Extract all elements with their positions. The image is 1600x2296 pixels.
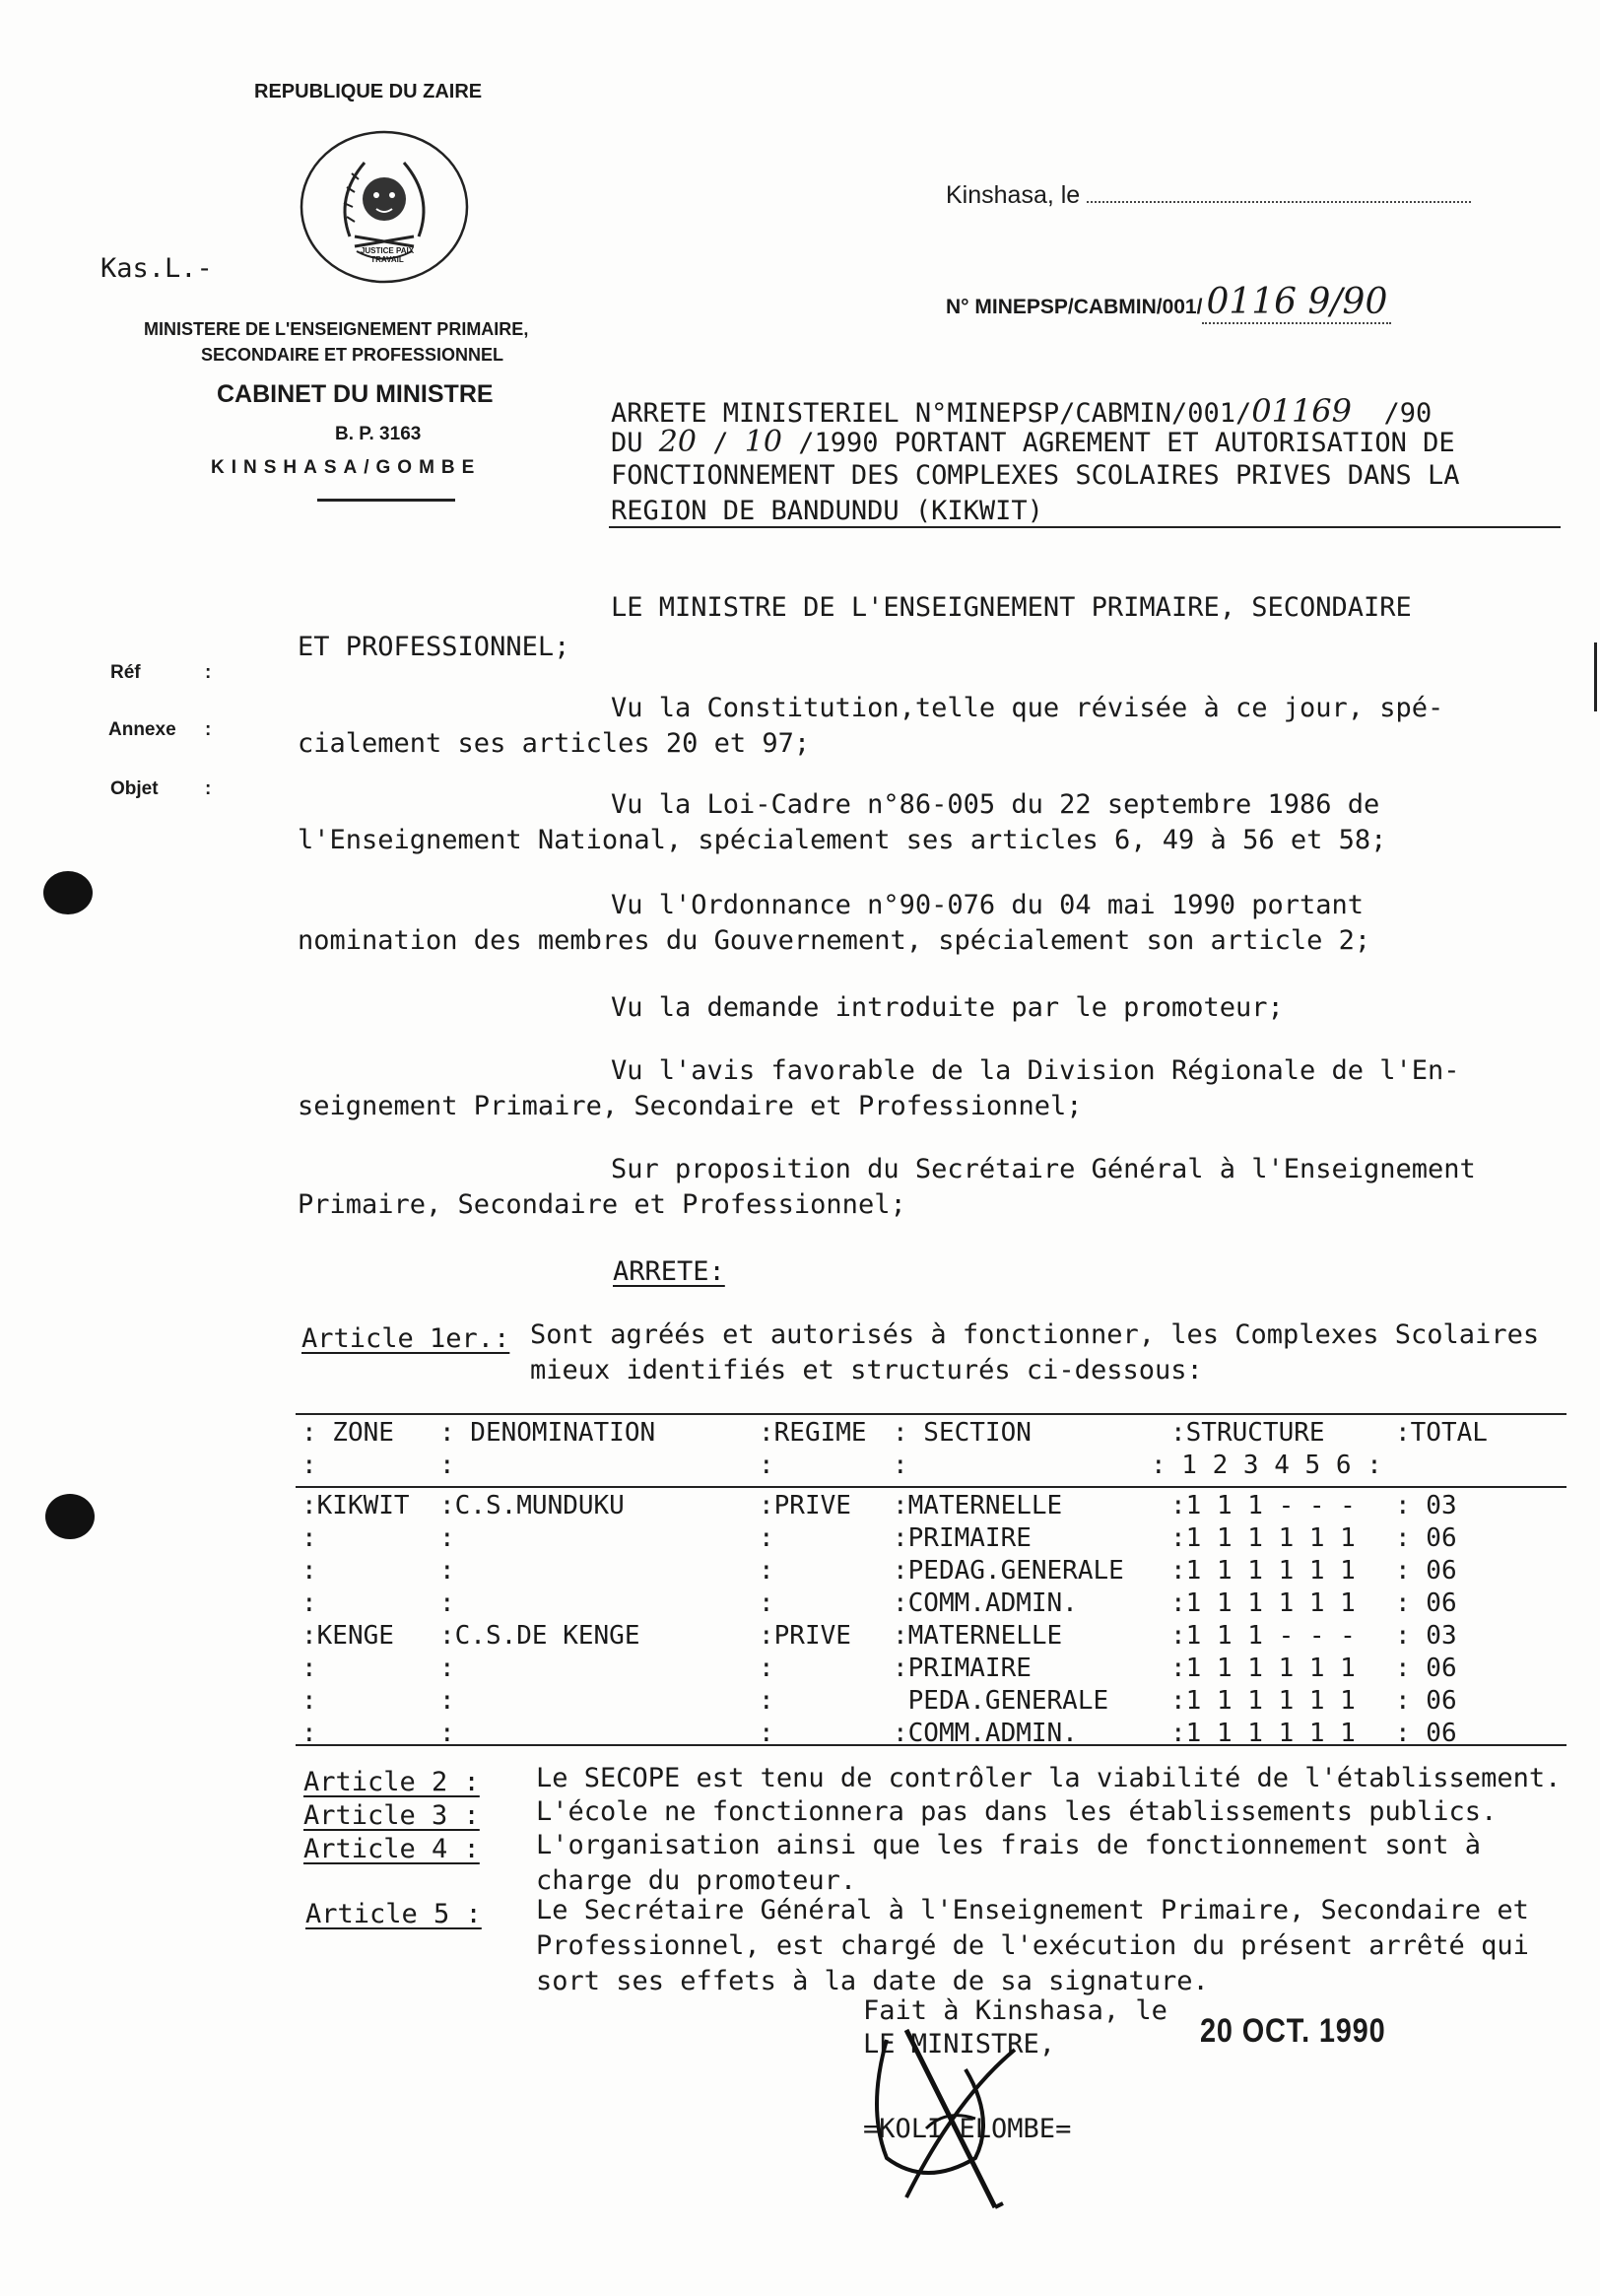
table-row (296, 1587, 1463, 1620)
row-total: : 03 (1395, 1621, 1457, 1651)
title-line-3: FONCTIONNEMENT DES COMPLEXES SCOLAIRES PRIVES DANS LA (611, 460, 1460, 491)
title-line-2-prefix: DU (611, 428, 643, 458)
date-place-line (946, 181, 1471, 210)
row-zone: : (301, 1719, 317, 1748)
row-section: :PRIMAIRE (893, 1523, 1032, 1553)
row-total: : 06 (1395, 1719, 1457, 1748)
row-denomination: : (439, 1556, 455, 1586)
table-row (296, 1522, 1463, 1555)
reference-code: Kas.L.- (100, 253, 213, 284)
arrete-heading: ARRETE: (613, 1256, 725, 1287)
row-structure: :1 1 1 1 1 1 (1170, 1588, 1356, 1618)
fait-a-kinshasa: Fait à Kinshasa, le (863, 1995, 1167, 2026)
schools-table (296, 1417, 1494, 1750)
subheader-regime: : (759, 1451, 774, 1480)
row-zone: : (301, 1556, 317, 1586)
row-regime: :PRIVE (759, 1621, 851, 1651)
structure-years-label: : 1 2 3 4 5 6 : (1151, 1451, 1382, 1480)
date-place-label: Kinshasa, le (946, 181, 1081, 209)
row-section: :PRIMAIRE (893, 1654, 1032, 1683)
header-structure: :STRUCTURE (1170, 1418, 1325, 1448)
row-zone: :KIKWIT (301, 1491, 410, 1520)
le-ministre: LE MINISTRE, (863, 2029, 1056, 2060)
table-row (296, 1555, 1463, 1587)
row-total: : 03 (1395, 1491, 1457, 1520)
number-line (946, 282, 1391, 322)
vu-avis-1: Vu l'avis favorable de la Division Régionale de l'En- (611, 1055, 1460, 1086)
row-structure: :1 1 1 - - - (1170, 1621, 1356, 1651)
article-5-label: Article 5 : (305, 1899, 482, 1929)
row-regime: : (759, 1654, 774, 1683)
row-zone: : (301, 1588, 317, 1618)
row-regime: : (759, 1556, 774, 1586)
subheader-denomination: : (439, 1451, 455, 1480)
article-4-line-2: charge du promoteur. (536, 1865, 857, 1896)
row-denomination: :C.S.MUNDUKU (439, 1491, 625, 1520)
row-zone: :KENGE (301, 1621, 394, 1651)
row-section: :MATERNELLE (893, 1621, 1063, 1651)
subheader-structure-years (1151, 1450, 1494, 1482)
row-structure: :1 1 1 1 1 1 (1170, 1523, 1356, 1553)
table-body (296, 1490, 1463, 1750)
date-stamp: 20 OCT. 1990 (1200, 2012, 1386, 2050)
row-regime: : (759, 1686, 774, 1716)
row-regime: : (759, 1523, 774, 1553)
row-section: :COMM.ADMIN. (893, 1719, 1078, 1748)
vu-ordonnance-2: nomination des membres du Gouvernement, spécialement son article 2; (298, 925, 1371, 956)
header-zone: : ZONE (301, 1418, 394, 1448)
title-line-1-prefix: ARRETE MINISTERIEL N°MINEPSP/CABMIN/001/ (611, 398, 1252, 429)
row-denomination: : (439, 1523, 455, 1553)
seal-motto: JUSTICE PAIX TRAVAIL (360, 246, 415, 264)
title-handwritten-day: 20 (658, 425, 697, 459)
signatory-name: =KOLI ELOMBE= (863, 2114, 1072, 2144)
row-denomination: : (439, 1654, 455, 1683)
row-denomination: :C.S.DE KENGE (439, 1621, 640, 1651)
row-structure: :1 1 1 1 1 1 (1170, 1719, 1356, 1748)
handwritten-number: 0116 9/90 (1202, 282, 1391, 324)
row-zone: : (301, 1523, 317, 1553)
row-total: : 06 (1395, 1654, 1457, 1683)
row-section: :PEDAG.GENERALE (893, 1556, 1124, 1586)
table-subheader-row (296, 1450, 1494, 1482)
row-denomination: : (439, 1719, 455, 1748)
article-4-line-1: L'organisation ainsi que les frais de fonctionnement sont à (536, 1830, 1482, 1860)
row-structure: :1 1 1 1 1 1 (1170, 1556, 1356, 1586)
row-section: :COMM.ADMIN. (893, 1588, 1078, 1618)
edge-mark (1594, 642, 1597, 711)
title-handwritten-number: 01169 (1251, 392, 1353, 430)
article-3-text: L'école ne fonctionnera pas dans les établissements publics. (536, 1796, 1498, 1827)
postal-box: B. P. 3163 (335, 424, 422, 444)
vu-avis-2: seignement Primaire, Secondaire et Professionnel; (298, 1091, 1083, 1121)
row-regime: : (759, 1588, 774, 1618)
minister-line-1: LE MINISTRE DE L'ENSEIGNEMENT PRIMAIRE, SECONDAIRE (611, 592, 1412, 623)
subheader-section: : (893, 1451, 908, 1480)
punch-hole-bottom (45, 1494, 95, 1539)
row-total: : 06 (1395, 1523, 1457, 1553)
table-row (296, 1490, 1463, 1522)
title-line-1-suffix: /90 (1383, 398, 1433, 429)
row-structure: :1 1 1 - - - (1170, 1491, 1356, 1520)
row-section: PEDA.GENERALE (893, 1686, 1109, 1716)
title-date-separator: / (712, 428, 729, 458)
row-zone: : (301, 1654, 317, 1683)
ministry-line-2: SECONDAIRE ET PROFESSIONNEL (201, 345, 504, 365)
article-1-line-1: Sont agréés et autorisés à fonctionner, les Complexes Scolaires (530, 1319, 1540, 1350)
table-top-rule (296, 1413, 1567, 1415)
vu-loi-cadre-1: Vu la Loi-Cadre n°86-005 du 22 septembre 1986 de (611, 789, 1380, 820)
margin-annexe: Annexe (108, 719, 176, 740)
table-row (296, 1620, 1463, 1653)
row-total: : 06 (1395, 1686, 1457, 1716)
sur-proposition-1: Sur proposition du Secrétaire Général à l'Enseignement (611, 1154, 1476, 1184)
coat-of-arms-seal (296, 128, 473, 286)
cabinet-heading: CABINET DU MINISTRE (217, 380, 494, 408)
row-denomination: : (439, 1588, 455, 1618)
margin-annexe-colon: : (205, 719, 212, 740)
article-2-text: Le SECOPE est tenu de contrôler la viabilité de l'établissement. (536, 1763, 1562, 1793)
row-zone: : (301, 1686, 317, 1716)
article-4-label: Article 4 : (303, 1834, 480, 1864)
article-1-line-2: mieux identifiés et structurés ci-dessous: (530, 1355, 1203, 1385)
table-row (296, 1653, 1463, 1685)
vu-demande: Vu la demande introduite par le promoteur; (611, 992, 1284, 1023)
table-row (296, 1718, 1463, 1750)
sur-proposition-2: Primaire, Secondaire et Professionnel; (298, 1189, 906, 1220)
vu-constitution-1: Vu la Constitution,telle que révisée à ce jour, spé- (611, 693, 1444, 723)
punch-hole-top (43, 871, 93, 914)
title-underline (609, 526, 1561, 528)
header-section: : SECTION (893, 1418, 1032, 1448)
margin-ref-colon: : (205, 662, 212, 683)
margin-objet: Objet (110, 778, 159, 799)
row-total: : 06 (1395, 1556, 1457, 1586)
table-header-row (296, 1417, 1494, 1450)
article-5-line-3: sort ses effets à la date de sa signature. (536, 1966, 1209, 1996)
header-denomination: : DENOMINATION (439, 1418, 656, 1448)
article-5-line-2: Professionnel, est chargé de l'exécution du présent arrêté qui (536, 1930, 1529, 1961)
header-regime: :REGIME (759, 1418, 867, 1448)
vu-ordonnance-1: Vu l'Ordonnance n°90-076 du 04 mai 1990 portant (611, 890, 1365, 920)
row-regime: : (759, 1719, 774, 1748)
article-3-label: Article 3 : (303, 1800, 480, 1831)
republic-heading: REPUBLIQUE DU ZAIRE (254, 81, 483, 102)
table-row (296, 1685, 1463, 1718)
margin-objet-colon: : (205, 778, 212, 799)
title-line-4: REGION DE BANDUNDU (KIKWIT) (611, 496, 1043, 526)
row-structure: :1 1 1 1 1 1 (1170, 1654, 1356, 1683)
row-total: : 06 (1395, 1588, 1457, 1618)
article-1-label: Article 1er.: (301, 1323, 510, 1354)
title-handwritten-month: 10 (744, 425, 782, 459)
header-total: :TOTAL (1395, 1418, 1488, 1448)
date-blank (1087, 201, 1471, 203)
row-section: :MATERNELLE (893, 1491, 1063, 1520)
article-5-line-1: Le Secrétaire Général à l'Enseignement Primaire, Secondaire et (536, 1895, 1529, 1925)
row-structure: :1 1 1 1 1 1 (1170, 1686, 1356, 1716)
ministry-line-1: MINISTERE DE L'ENSEIGNEMENT PRIMAIRE, (144, 319, 529, 339)
title-line-2 (611, 426, 1455, 460)
minister-line-2: ET PROFESSIONNEL; (298, 632, 570, 662)
vu-loi-cadre-2: l'Enseignement National, spécialement ses articles 6, 49 à 56 et 58; (298, 825, 1387, 855)
handwritten-signature (847, 2010, 1044, 2217)
vu-constitution-2: cialement ses articles 20 et 97; (298, 728, 811, 759)
subheader-zone: : (301, 1451, 317, 1480)
title-line-2-suffix: /1990 PORTANT AGREMENT ET AUTORISATION DE (798, 428, 1455, 458)
number-label: N° MINEPSP/CABMIN/001/ (946, 296, 1203, 318)
article-2-label: Article 2 : (303, 1767, 480, 1797)
header-divider (317, 499, 455, 502)
city-line: KINSHASA/GOMBE (211, 457, 482, 478)
margin-ref: Réf (110, 662, 141, 683)
row-regime: :PRIVE (759, 1491, 851, 1520)
row-denomination: : (439, 1686, 455, 1716)
